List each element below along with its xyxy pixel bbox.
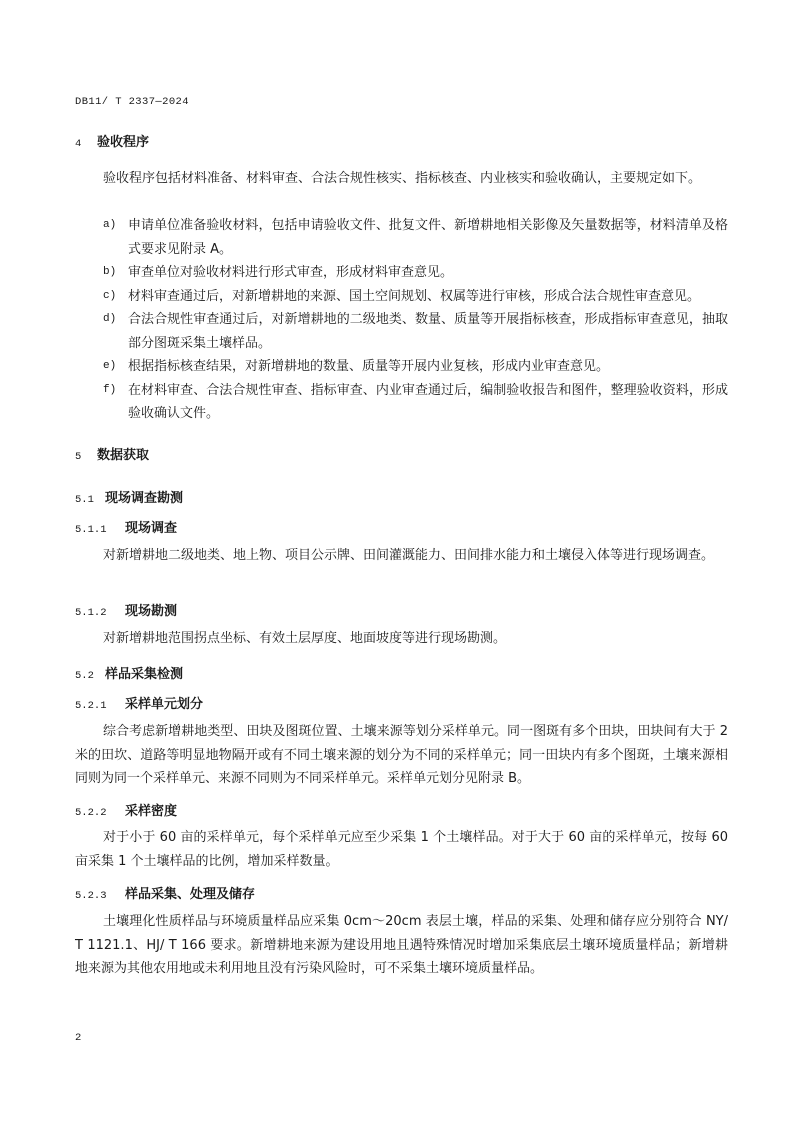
section-number: 5 xyxy=(75,451,82,463)
subsection-title: 采样密度 xyxy=(125,804,178,819)
subsection-title: 现场勘测 xyxy=(125,604,178,619)
subsection-5-2-1-heading xyxy=(75,693,203,712)
subsection-title: 样品采集检测 xyxy=(105,667,184,682)
subsection-title: 样品采集、处理及储存 xyxy=(125,887,256,902)
subsection-5-2-3-heading xyxy=(75,883,255,902)
subsection-number: 5.1.1 xyxy=(75,524,107,536)
subsection-5-2-2-heading xyxy=(75,800,177,819)
list-item-text: 申请单位准备验收材料，包括申请验收文件、批复文件、新增耕地相关影像及矢量数据等，材料清单及格式要求见附录 A。 xyxy=(128,218,728,257)
section-4-intro: 验收程序包括材料准备、材料审查、合法合规性核实、指标核查、内业核实和验收确认，主要规定如下。 xyxy=(103,171,702,186)
subsection-title: 采样单元划分 xyxy=(125,697,204,712)
list-item-text: 在材料审查、合法合规性审查、指标审查、内业审查通过后，编制验收报告和图件，整理验收资料，形成验收确认文件。 xyxy=(128,382,728,421)
subsection-5-1-heading xyxy=(75,487,183,506)
list-item-text: 根据指标核查结果，对新增耕地的数量、质量等开展内业复核，形成内业审查意见。 xyxy=(128,359,610,374)
subsection-number: 5.2.3 xyxy=(75,890,107,902)
subsection-number: 5.1 xyxy=(75,494,94,506)
procedure-list xyxy=(75,214,728,426)
subsection-number: 5.2 xyxy=(75,670,94,682)
subsection-title: 现场调查 xyxy=(125,521,178,536)
page-number: 2 xyxy=(75,1032,82,1044)
document-code-header: DB11/ T 2337—2024 xyxy=(75,96,189,108)
subsection-5-1-2-heading xyxy=(75,600,177,619)
subsection-5-2-2-text: 对于小于 60 亩的采样单元，每个采样单元应至少采集 1 个土壤样品。对于大于 60 亩的采样单元，按每 60 亩采集 1 个土壤样品的比例，增加采样数量。 xyxy=(75,830,728,869)
list-item xyxy=(75,379,728,426)
subsection-number: 5.2.1 xyxy=(75,700,107,712)
section-5-heading xyxy=(75,444,149,463)
list-marker: c) xyxy=(103,289,117,302)
subsection-5-2-heading xyxy=(75,663,183,682)
list-marker: b) xyxy=(103,266,117,278)
subsection-5-1-1-heading xyxy=(75,517,177,536)
list-item xyxy=(75,261,728,285)
subsection-number: 5.2.2 xyxy=(75,807,107,819)
subsection-5-1-2-text: 对新增耕地范围拐点坐标、有效土层厚度、地面坡度等进行现场勘测。 xyxy=(103,631,507,646)
subsection-title: 现场调查勘测 xyxy=(105,491,184,506)
list-item xyxy=(75,214,728,261)
list-item xyxy=(75,285,728,309)
subsection-5-2-3-text: 土壤理化性质样品与环境质量样品应采集 0cm～20cm 表层土壤，样品的采集、处理和储存应分别符合 NY/ T 1121.1、HJ/ T 166 要求。新增耕地来源为建设用地且遇特殊情况时增加采集底层土壤环境质量样品；新增耕地来源为其他农用地或未利用地且没有污染风险时，可不采集土壤环境质量样品。 xyxy=(75,914,728,976)
section-4-heading xyxy=(75,131,149,150)
subsection-5-1-1-text: 对新增耕地二级地类、地上物、项目公示牌、田间灌溉能力、田间排水能力和土壤侵入体等进行现场调查。 xyxy=(103,548,715,563)
list-item-text: 材料审查通过后，对新增耕地的来源、国土空间规划、权属等进行审核，形成合法合规性审查意见。 xyxy=(128,288,701,304)
list-item-text: 合法合规性审查通过后，对新增耕地的二级地类、数量、质量等开展指标核查，形成指标审查意见，抽取部分图斑采集土壤样品。 xyxy=(128,312,728,351)
subsection-number: 5.1.2 xyxy=(75,607,107,619)
list-item xyxy=(75,308,728,355)
section-number: 4 xyxy=(75,138,82,150)
list-item-text: 审查单位对验收材料进行形式审查，形成材料审查意见。 xyxy=(128,265,454,280)
subsection-5-2-1-text: 综合考虑新增耕地类型、田块及图斑位置、土壤来源等划分采样单元。同一图斑有多个田块，田块间有大于 2 米的田坎、道路等明显地物隔开或有不同土壤来源的划分为不同的采样单元；同一田块内有多个图斑，土壤来源相同则为同一个采样单元、来源不同则为不同采样单元。采样单元划分见附录 B。 xyxy=(75,724,728,786)
section-title: 数据获取 xyxy=(97,448,150,463)
list-marker: a) xyxy=(103,219,117,231)
section-title: 验收程序 xyxy=(97,135,150,150)
list-marker: e) xyxy=(103,360,117,372)
list-marker: f) xyxy=(103,383,117,396)
list-marker: d) xyxy=(103,313,117,325)
list-item xyxy=(75,355,728,379)
